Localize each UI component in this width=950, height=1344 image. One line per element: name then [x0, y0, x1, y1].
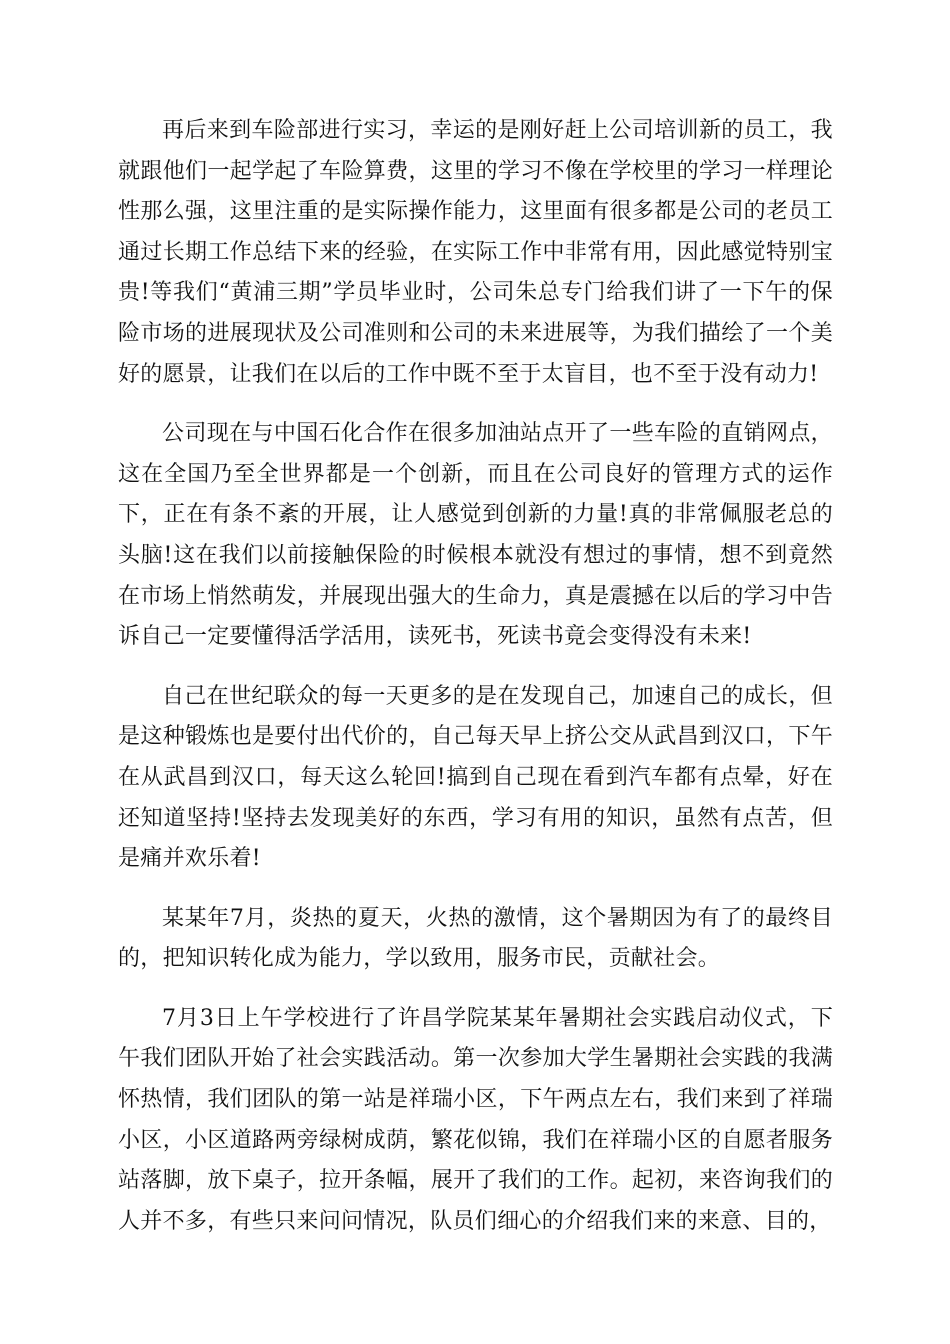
document-body	[118, 111, 833, 1242]
paragraph-sinopec-cooperation: 公司现在与中国石化合作在很多加油站点开了一些车险的直销网点，这在全国乃至全世界都是一个创新，而且在公司良好的管理方式的运作下，正在有条不紊的开展，让人感觉到创新的力量!真的非常佩服老总的头脑!这在我们以前接触保险的时候根本就没有想过的事情，想不到竟然在市场上悄然萌发，并展现出强大的生命力，真是震撼在以后的学习中告诉自己一定要懂得活学活用，读死书，死读书竟会变得没有未来!	[118, 421, 833, 650]
paragraph-internship-car-insurance: 再后来到车险部进行实习，幸运的是刚好赶上公司培训新的员工，我就跟他们一起学起了车险算费，这里的学习不像在学校里的学习一样理论性那么强，这里注重的是实际操作能力，这里面有很多都是公司的老员工通过长期工作总结下来的经验，在实际工作中非常有用，因此感觉特别宝贵!等我们“黄浦三期”学员毕业时，公司朱总专门给我们讲了一下午的保险市场的进展现状及公司准则和公司的未来进展等，为我们描绘了一个美好的愿景，让我们在以后的工作中既不至于太盲目，也不至于没有动力!	[118, 118, 833, 387]
paragraph-july-summer: 某某年7月，炎热的夏天，火热的激情，这个暑期因为有了的最终目的，把知识转化成为能力，学以致用，服务市民，贡献社会。	[118, 905, 833, 972]
paragraph-self-discovery: 自己在世纪联众的每一天更多的是在发现自己，加速自己的成长，但是这种锻炼也是要付出代价的，自己每天早上挤公交从武昌到汉口，下午在从武昌到汉口，每天这么轮回!搞到自己现在看到汽车都有点晕，好在还知道坚持!坚持去发现美好的东西，学习有用的知识，虽然有点苦，但是痛并欢乐着!	[118, 683, 833, 872]
paragraph-social-practice: 7月3日上午学校进行了许昌学院某某年暑期社会实践启动仪式，下午我们团队开始了社会实践活动。第一次参加大学生暑期社会实践的我满怀热情，我们团队的第一站是祥瑞小区，下午两点左右，我们来到了祥瑞小区，小区道路两旁绿树成荫，繁花似锦，我们在祥瑞小区的自愿者服务站落脚，放下桌子，拉开条幅，展开了我们的工作。起初，来咨询我们的人并不多，有些只来问问情况，队员们细心的介绍我们来的来意、目的，	[118, 1005, 833, 1234]
